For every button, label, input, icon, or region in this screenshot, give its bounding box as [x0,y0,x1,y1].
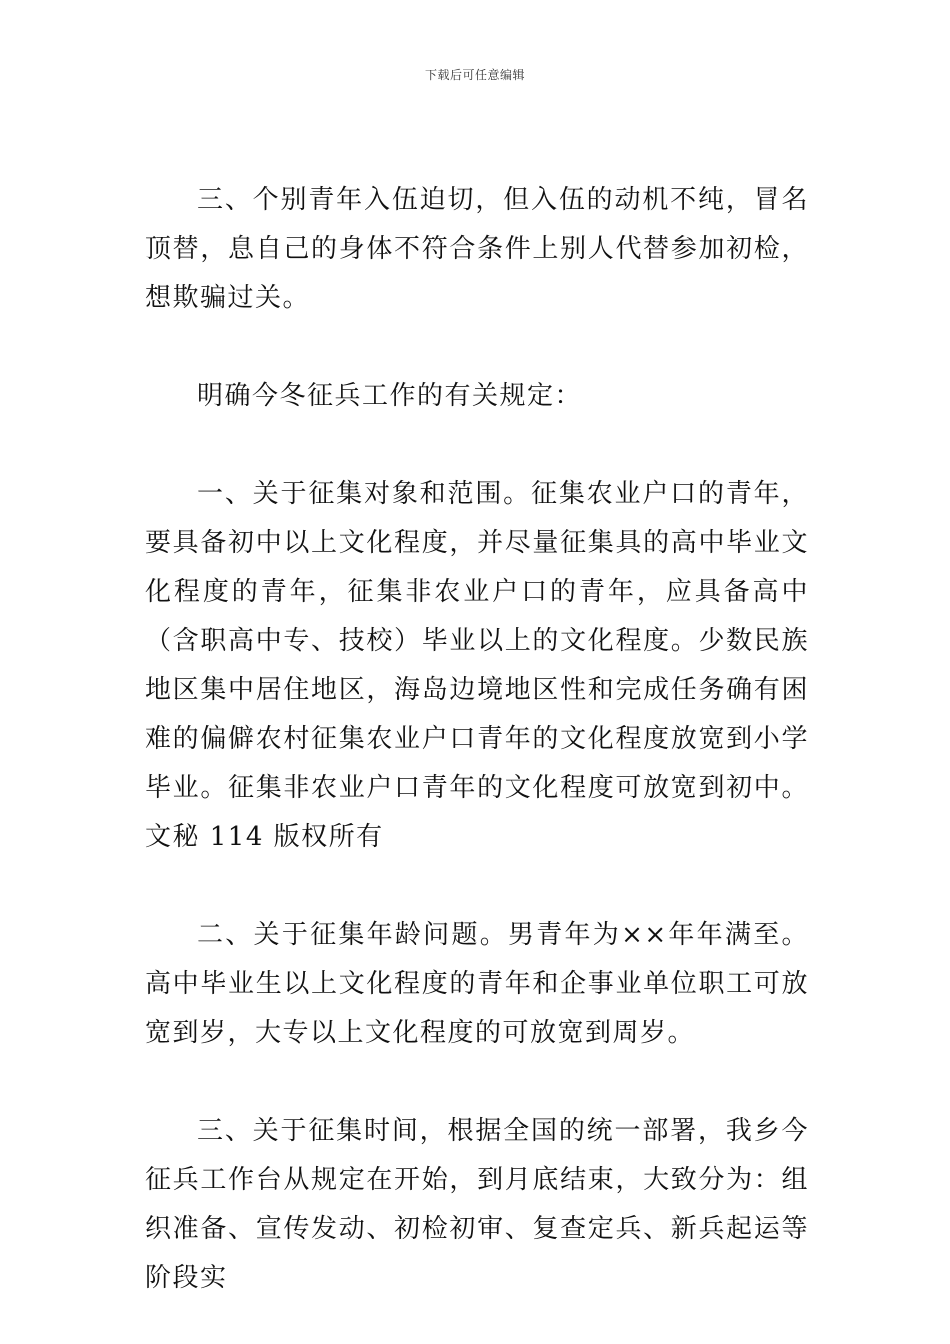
paragraph-gap [145,421,809,470]
paragraph-gap [145,323,809,372]
paragraph-2: 明确今冬征兵工作的有关规定： [197,381,583,411]
paragraph-gap [145,862,809,911]
paragraph-4: 二、关于征集年龄问题。男青年为××年年满至。高中毕业生以上文化程度的青年和企事业单位职工可放宽到岁，大专以上文化程度的可放宽到周岁。 [145,920,809,1048]
paragraph-3: 一、关于征集对象和范围。征集农业户口的青年，要具备初中以上文化程度，并尽量征集具的高中毕业文化程度的青年，征集非农业户口的青年，应具备高中（含职高中专、技校）毕业以上的文化程度。少数民族地区集中居住地区，海岛边境地区性和完成任务确有困难的偏僻农村征集农业户口青年的文化程度放宽到小学毕业。征集非农业户口青年的文化程度可放宽到初中。文秘 114 版权所有 [145,479,809,852]
paragraph-1: 三、个别青年入伍迫切，但入伍的动机不纯，冒名顶替，息自己的身体不符合条件上别人代替参加初检，想欺骗过关。 [145,185,809,313]
paragraph-5: 三、关于征集时间，根据全国的统一部署，我乡今征兵工作台从规定在开始，到月底结束，大致分为：组织准备、宣传发动、初检初审、复查定兵、新兵起运等阶段实 [145,1116,809,1293]
paragraph-gap [145,1058,809,1107]
document-body [145,176,809,1303]
page-header: 下载后可任意编辑 [424,68,525,82]
